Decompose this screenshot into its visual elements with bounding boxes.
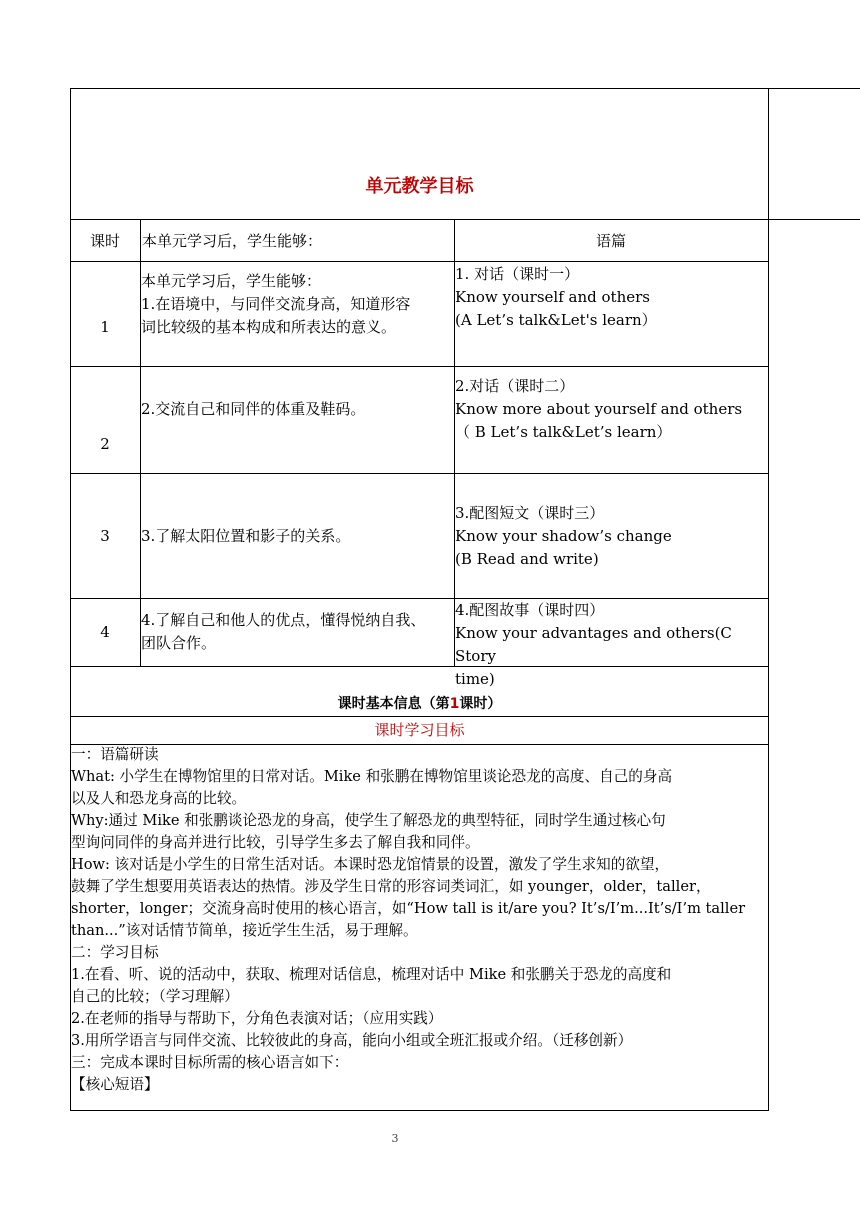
body-line: How: 该对话是小学生的日常生活对话。本课时恐龙馆情景的设置，激发了学生求知的欲望， bbox=[71, 856, 670, 873]
lesson-number: 1 bbox=[449, 696, 460, 712]
row-2-number: 2 bbox=[100, 435, 110, 453]
section-heading-3: 三：完成本课时目标所需的核心语言如下： bbox=[71, 1054, 349, 1071]
header-text: 语篇 bbox=[595, 232, 626, 250]
body-line: 鼓舞了学生想要用英语表达的热情。涉及学生日常的形容词类词汇，如 younger，older，taller， bbox=[71, 878, 711, 895]
body-line: 2.在老师的指导与帮助下，分角色表演对话；（应用实践） bbox=[71, 1010, 443, 1027]
core-phrases-heading: 【核心短语】 bbox=[71, 1076, 159, 1093]
lesson-body bbox=[71, 744, 768, 1096]
body-line: shorter，longer；交流身高时使用的核心语言，如“How tall is it/are you? It’s/I’m...It’s/I’m taller bbox=[71, 900, 746, 917]
section-heading-1: 一：语篇研读 bbox=[71, 746, 159, 763]
row-1-text: 1. 对话（课时一） Know yourself and others (A Let’s talk&Let's learn） bbox=[455, 265, 657, 329]
row-3-text: 3.配图短文（课时三） Know your shadow’s change (B Read and write) bbox=[455, 504, 672, 568]
body-line: 1.在看、听、说的活动中，获取、梳理对话信息，梳理对话中 Mike 和张鹏关于恐龙的高度和 bbox=[71, 966, 672, 983]
header-goals: 本单元学习后，学生能够： bbox=[142, 232, 323, 250]
body-line: 以及人和恐龙身高的比较。 bbox=[71, 790, 247, 807]
body-line: Why:通过 Mike 和张鹏谈论恐龙的身高，使学生了解恐龙的典型特征，同时学生通过核心句 bbox=[71, 812, 666, 829]
section-heading-2: 二：学习目标 bbox=[71, 944, 159, 961]
page-number: 3 bbox=[391, 1132, 399, 1145]
body-line: 型询问同伴的身高并进行比较，引导学生多去了解自我和同伴。 bbox=[71, 834, 480, 851]
lesson-info-suffix: 课时） bbox=[459, 696, 502, 712]
body-line: What: 小学生在博物馆里的日常对话。Mike 和张鹏在博物馆里谈论恐龙的高度、自己的身高 bbox=[71, 768, 673, 785]
row-1-goals: 本单元学习后，学生能够： 1.在语境中，与同伴交流身高，知道形容 词比较级的基本构成和所表达的意义。 bbox=[141, 272, 411, 336]
lesson-goal-title: 课时学习目标 bbox=[374, 721, 465, 739]
row-4-goals: 4.了解自己和他人的优点，懂得悦纳自我、 团队合作。 bbox=[141, 611, 426, 652]
body-line: 自己的比较；（学习理解） bbox=[71, 988, 239, 1005]
row-1-number: 1 bbox=[100, 318, 110, 336]
row-2-text: 2.对话（课时二） Know more about yourself and others （ B Let’s talk&Let’s learn） bbox=[455, 377, 743, 441]
body-line: than...”该对话情节简单，接近学生生活，易于理解。 bbox=[71, 922, 418, 939]
body-line: 3.用所学语言与同伴交流、比较彼此的身高，能向小组或全班汇报或介绍。（迁移创新） bbox=[71, 1032, 633, 1049]
row-4-number: 4 bbox=[100, 623, 110, 641]
row-3-goals: 3.了解太阳位置和影子的关系。 bbox=[141, 527, 351, 545]
row-3-number: 3 bbox=[100, 527, 110, 545]
row-4-text: 4.配图故事（课时四） Know your advantages and others(C Story time) bbox=[455, 601, 732, 688]
lesson-info-heading bbox=[70, 693, 769, 716]
lesson-info-prefix: 课时基本信息（第 bbox=[337, 696, 450, 712]
row-2-goals: 2.交流自己和同伴的体重及鞋码。 bbox=[141, 400, 366, 418]
header-lesson: 课时 bbox=[89, 232, 120, 250]
unit-goal-title: 单元教学目标 bbox=[365, 176, 474, 197]
